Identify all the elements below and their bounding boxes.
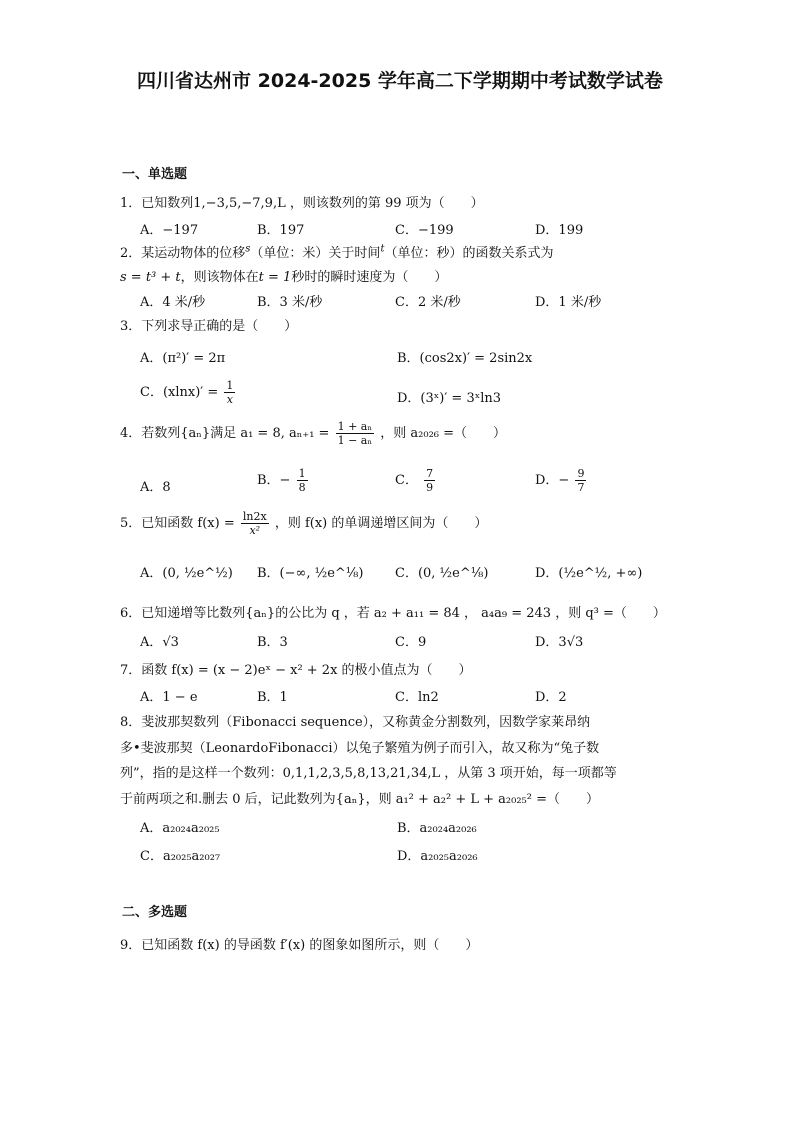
question-8-line3: 列”，指的是这样一个数列：0,1,1,2,3,5,8,13,21,34,L ，从第 3 项开始，每一项都等: [120, 766, 617, 781]
q5-text-pre: 5．已知函数 f(x) =: [120, 516, 235, 531]
q6-option-d: D．3√3: [535, 635, 584, 650]
q4-c-fraction: [424, 467, 435, 494]
q4-d-num: 9: [577, 467, 585, 480]
q2-text-a: 2．某运动物体的位移: [120, 246, 246, 261]
q4-text-pre: 4．若数列{aₙ}满足 a₁ = 8, aₙ₊₁ =: [120, 426, 330, 441]
q4-text-post: ，则 a₂₀₂₆ =（ ）: [380, 426, 507, 441]
q4-numerator: 1 + aₙ: [337, 420, 373, 433]
question-2-line2: [120, 266, 447, 285]
question-6: 6．已知递增等比数列{aₙ}的公比为 q ，若 a₂ + a₁₁ = 84 ， a₄a₉ = 243 ，则 q³ =（ ）: [120, 606, 666, 621]
q2-text-e: 秒时的瞬时速度为（ ）: [291, 270, 448, 285]
q4-option-d: [535, 467, 588, 494]
q4-denominator: 1 − aₙ: [337, 434, 373, 447]
q2-text-d: ，则该物体在: [180, 270, 259, 285]
q8-option-a: A．a₂₀₂₄a₂₀₂₅: [140, 821, 220, 836]
q1-option-d: D．199: [535, 223, 584, 238]
q4-b-num: 1: [298, 467, 306, 480]
q2-text-b: （单位：米）关于时间: [250, 246, 381, 261]
q3-option-c: [140, 379, 237, 406]
q3-option-d: D．(3ˣ)′ = 3ˣln3: [397, 391, 502, 406]
q1-option-a: A．−197: [140, 223, 199, 238]
q5-numerator: ln2x: [242, 510, 267, 523]
q2-text-c: （单位：秒）的函数关系式为: [384, 246, 554, 261]
q4-b-den: 8: [298, 481, 306, 494]
q5-option-b: B．(−∞, ½e^⅛): [257, 566, 364, 581]
q2-var-s: s: [245, 243, 251, 255]
q5-option-d: D．(½e^½, +∞): [535, 566, 643, 581]
q2-option-b: B．3 米/秒: [257, 295, 323, 310]
q6-option-a: A．√3: [140, 635, 179, 650]
q2-option-c: C．2 米/秒: [395, 295, 461, 310]
q1-option-c: C．−199: [395, 223, 454, 238]
q3-option-c-label: C．(xlnx)′ =: [140, 385, 219, 400]
question-7: 7．函数 f(x) = (x − 2)eˣ − x² + 2x 的极小值点为（ ）: [120, 663, 472, 678]
q2-t-value: t = 1: [258, 270, 292, 285]
question-9: 9．已知函数 f(x) 的导函数 f′(x) 的图象如图所示，则（ ）: [120, 938, 479, 953]
q2-option-a: A．4 米/秒: [140, 295, 206, 310]
question-8-line4: 于前两项之和.删去 0 后，记此数列为{aₙ}，则 a₁² + a₂² + L + a₂₀₂₅² =（ ）: [120, 792, 600, 807]
question-8-line1: 8．斐波那契数列（Fibonacci sequence），又称黄金分割数列，因数学家莱昂纳: [120, 715, 591, 730]
q7-option-d: D．2: [535, 690, 567, 705]
q6-option-b: B．3: [257, 635, 288, 650]
question-1: 1．已知数列1,−3,5,−7,9,L ，则该数列的第 99 项为（ ）: [120, 196, 484, 211]
q3-option-b: B．(cos2x)′ = 2sin2x: [397, 351, 533, 366]
q6-option-c: C．9: [395, 635, 427, 650]
section-multiple-choice: 二、多选题: [122, 905, 188, 920]
q3-c-denominator: x: [226, 393, 234, 406]
page-title: 四川省达州市 2024-2025 学年高二下学期期中考试数学试卷: [137, 70, 663, 92]
q4-c-den: 9: [426, 481, 434, 494]
q5-fraction: [241, 510, 269, 537]
q5-denominator: x²: [249, 524, 261, 537]
question-5: [120, 510, 487, 537]
question-2-line1: [120, 242, 553, 261]
section-single-choice: 一、单选题: [122, 167, 188, 182]
q5-text-post: ，则 f(x) 的单调递增区间为（ ）: [274, 516, 488, 531]
q4-c-num: 7: [426, 467, 434, 480]
q7-option-c: C．ln2: [395, 690, 439, 705]
q2-var-t: t: [380, 243, 385, 255]
q7-option-b: B．1: [257, 690, 288, 705]
question-4: [120, 420, 506, 447]
q2-option-d: D．1 米/秒: [535, 295, 602, 310]
q4-option-b: [257, 467, 310, 494]
q8-option-d: D．a₂₀₂₅a₂₀₂₆: [397, 849, 478, 864]
q1-option-b: B．197: [257, 223, 305, 238]
q3-option-a: A．(π²)′ = 2π: [140, 351, 226, 366]
q4-c-label: C．: [395, 473, 418, 488]
q4-d-label: D．−: [535, 473, 570, 488]
q8-option-b: B．a₂₀₂₄a₂₀₂₆: [397, 821, 477, 836]
q4-b-fraction: [297, 467, 308, 494]
q4-d-den: 7: [577, 481, 585, 494]
q2-formula: s = t³ + t: [120, 270, 181, 285]
q3-option-c-fraction: [224, 379, 235, 406]
q4-option-a: A．8: [140, 480, 171, 495]
q4-fraction: [336, 420, 375, 447]
q5-option-c: C．(0, ½e^⅛): [395, 566, 489, 581]
question-8-line2: 多•斐波那契（LeonardoFibonacci）以兔子繁殖为例子而引入，故又称为“兔子数: [120, 741, 600, 756]
q3-c-numerator: 1: [226, 379, 234, 392]
q5-option-a: A．(0, ½e^½): [140, 566, 233, 581]
question-3: 3．下列求导正确的是（ ）: [120, 319, 298, 334]
q4-b-label: B．−: [257, 473, 291, 488]
q8-option-c: C．a₂₀₂₅a₂₀₂₇: [140, 849, 221, 864]
q4-option-c: [395, 467, 437, 494]
q4-d-fraction: [575, 467, 586, 494]
q7-option-a: A．1 − e: [140, 690, 198, 705]
